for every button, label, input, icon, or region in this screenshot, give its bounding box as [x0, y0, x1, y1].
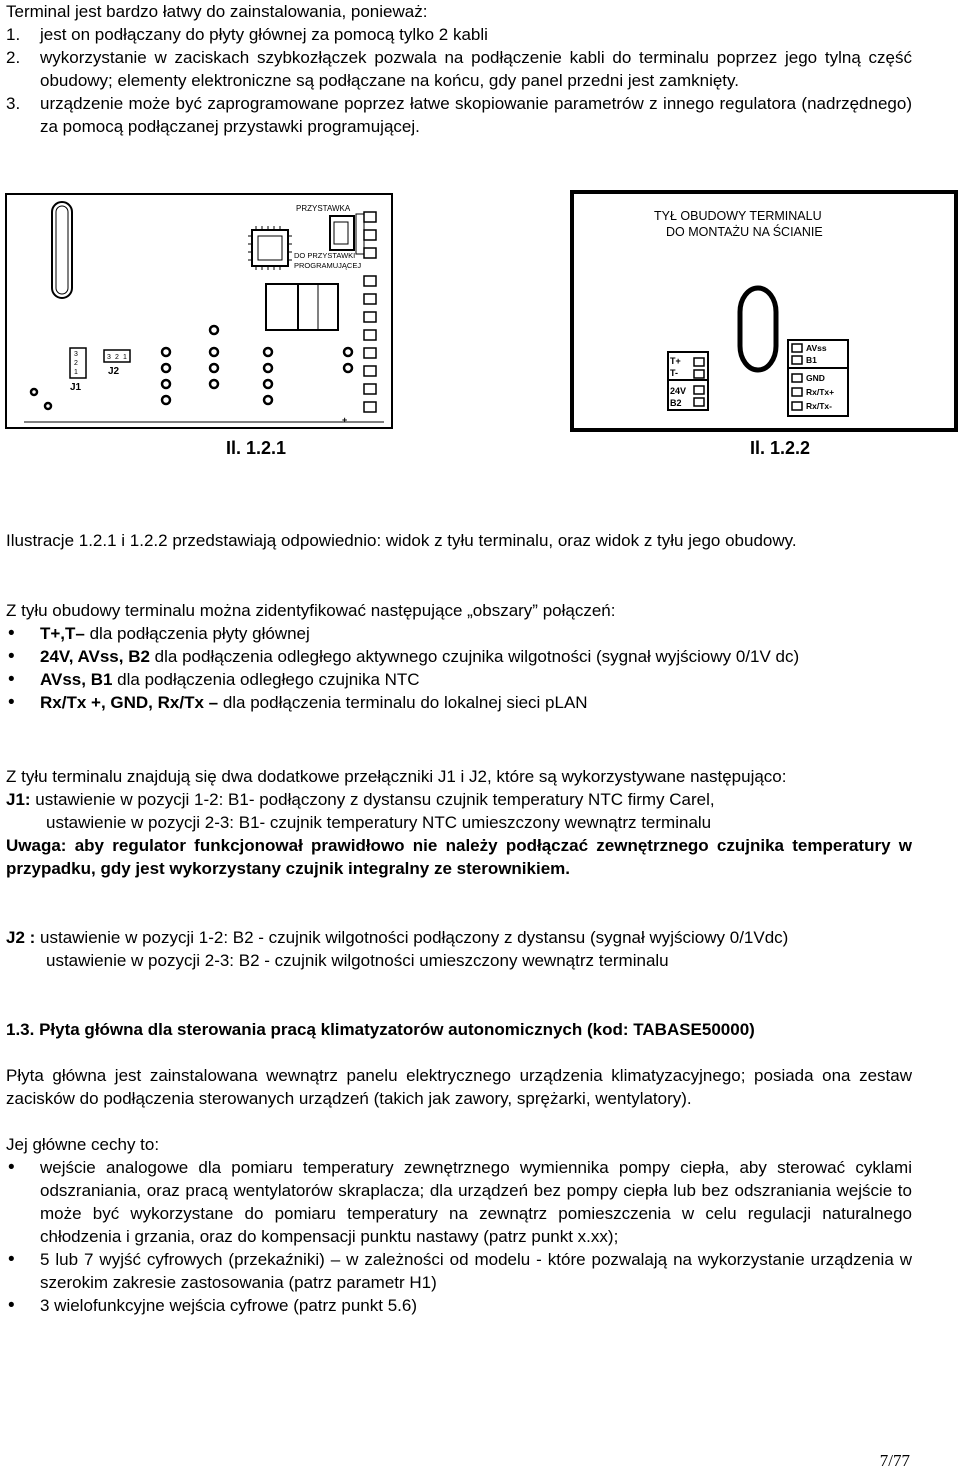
area-terminals: Rx/Tx +, GND, Rx/Tx – [40, 693, 219, 712]
j2-block [6, 926, 912, 972]
label-j1: J1 [70, 382, 82, 393]
item-number: 3. [6, 94, 21, 113]
area-terminals: 24V, AVss, B2 [40, 647, 150, 666]
terminal-rxtx-minus: Rx/Tx- [806, 401, 832, 411]
j1-line-1 [6, 788, 912, 811]
switches-lead: Z tyłu terminalu znajdują się dwa dodatkowe przełączniki J1 i J2, które są wykorzystywane następująco: [6, 767, 787, 786]
terminal-24v: 24V [670, 386, 687, 396]
j2-text-1: ustawienie w pozycji 1-2: B2 - czujnik wilgotności podłączony z dystansu (sygnał wyjściowy 0/1Vdc) [35, 928, 789, 947]
j1-text-1: ustawienie w pozycji 1-2: B1- podłączony z dystansu czujnik temperatury NTC firmy Carel, [30, 790, 715, 809]
j2-pin: 2 [115, 354, 119, 361]
area-item [6, 645, 912, 668]
warning-note: Uwaga: aby regulator funkcjonował prawidłowo nie należy podłączać zewnętrznego czujnika temperatury w przypadku, gdy jest wykorzystany czujnik integralny ze sterownikiem. [6, 836, 912, 878]
item-text: jest on podłączany do płyty głównej za pomocą tylko 2 kabli [40, 25, 488, 44]
terminal-rxtx-plus: Rx/Tx+ [806, 387, 835, 397]
figure-enclosure-back [570, 190, 960, 432]
area-terminals: AVss, B1 [40, 670, 113, 689]
features-lead: Jej główne cechy to: [6, 1135, 160, 1154]
j1-pin: 1 [74, 369, 78, 376]
label-j2: J2 [108, 366, 120, 377]
feature-item: • wejście analogowe dla pomiaru temperatury zewnętrznego wymiennika pompy ciepła, aby sterować cyklami odszraniania, oraz pracą wentylatorów skraplacza; dla urządzeń bez pompy ciepła lub bez odszraniania wejście to może być wykorzystane do pomiaru temperatury na zewnątrz pomieszczenia w celu regulacji naturalnego chłodzenia i grzania, oraz do kompensacji punktu nastawy (patrz punkt x.xx); [6, 1156, 912, 1248]
figure2-caption: Il. 1.2.2 [750, 438, 811, 458]
figure1-caption: Il. 1.2.1 [226, 438, 287, 458]
illustrations-paragraph: Ilustracje 1.2.1 i 1.2.2 przedstawiają odpowiednio: widok z tyłu terminalu, oraz widok z tyłu jego obudowy. [6, 531, 797, 550]
feature-item: • 5 lub 7 wyjść cyfrowych (przekaźniki) – w zależności od modelu - które pozwalają na wykorzystanie urządzenia w szerokim zakresie zastosowania (patrz parametr H1) [6, 1248, 912, 1294]
area-description: dla podłączenia terminalu do lokalnej sieci pLAN [218, 693, 588, 712]
item-number: 2. [6, 48, 21, 67]
intro-item [6, 92, 912, 138]
switches-block [6, 765, 912, 880]
intro-item [6, 23, 912, 46]
label-do-przystawki-1: DO PRZYSTAWKI [294, 251, 356, 260]
terminal-b2: B2 [670, 398, 682, 408]
area-description: dla podłączenia odległego czujnika NTC [112, 670, 420, 689]
features-list [6, 1156, 912, 1317]
terminal-t-minus: T- [670, 368, 678, 378]
intro-block [6, 0, 912, 138]
j2-pin: 1 [123, 354, 127, 361]
area-item [6, 668, 912, 691]
terminal-avss: AVss [806, 343, 827, 353]
section-heading: 1.3. Płyta główna dla sterowania pracą klimatyzatorów autonomicznych (kod: TABASE50000) [6, 1020, 755, 1039]
terminal-t-plus: T+ [670, 356, 681, 366]
page-number: 7/77 [879, 1451, 910, 1470]
item-number: 1. [6, 25, 21, 44]
item-text: urządzenie może być zaprogramowane poprzez łatwe skopiowanie parametrów z innego regulatora (nadrzędnego) za pomocą podłączanej przystawki programującej. [40, 94, 912, 136]
j1-pin: 2 [74, 360, 78, 367]
j1-label: J1: [6, 790, 31, 809]
j1-pin: 3 [74, 351, 78, 358]
j2-line-2: ustawienie w pozycji 2-3: B2 - czujnik wilgotności umieszczony wewnątrz terminalu [46, 951, 669, 970]
j1-line-2: ustawienie w pozycji 2-3: B1- czujnik temperatury NTC umieszczony wewnątrz terminalu [46, 813, 712, 832]
figure-terminal-back [4, 192, 396, 432]
j2-line-1 [6, 926, 912, 949]
j2-label: J2 : [6, 928, 36, 947]
section-paragraph: Płyta główna jest zainstalowana wewnątrz panelu elektrycznego urządzenia klimatyzacyjnego; posiada ona zestaw zacisków do podłączenia sterowanych urządzeń (takich jak zawory, sprężarki, wentylatory). [6, 1066, 912, 1108]
terminal-gnd: GND [806, 373, 825, 383]
area-description: dla podłączenia odległego aktywnego czujnika wilgotności (sygnał wyjściowy 0/1V dc) [149, 647, 800, 666]
item-text: wykorzystanie w zaciskach szybkozłączek pozwala na podłączenie kabli do terminalu poprzez jego tylną część obudowy; elementy elektroniczne są podłączane na końcu, gdy panel przedni jest zamknięty. [40, 48, 912, 90]
intro-list [6, 23, 912, 138]
enclosure-title-2: DO MONTAŻU NA ŚCIANIE [666, 225, 823, 239]
intro-item [6, 46, 912, 92]
areas-block [6, 599, 912, 714]
enclosure-title-1: TYŁ OBUDOWY TERMINALU [654, 209, 822, 223]
feature-item: • 3 wielofunkcyjne wejścia cyfrowe (patrz punkt 5.6) [6, 1294, 912, 1317]
label-przystawka: PRZYSTAWKA [296, 204, 351, 213]
label-do-przystawki-2: PROGRAMUJĄCEJ [294, 261, 362, 270]
features-block [6, 1133, 912, 1317]
area-description: dla podłączenia płyty głównej [84, 624, 310, 643]
area-terminals: T+,T– [40, 624, 85, 643]
label-plus: + [342, 415, 348, 425]
area-item [6, 691, 912, 714]
j2-pin: 3 [107, 354, 111, 361]
areas-list [6, 622, 912, 714]
area-item [6, 622, 912, 645]
intro-lead: Terminal jest bardzo łatwy do zainstalowania, ponieważ: [6, 2, 428, 21]
terminal-b1: B1 [806, 355, 817, 365]
areas-lead: Z tyłu obudowy terminalu można zidentyfikować następujące „obszary” połączeń: [6, 601, 616, 620]
